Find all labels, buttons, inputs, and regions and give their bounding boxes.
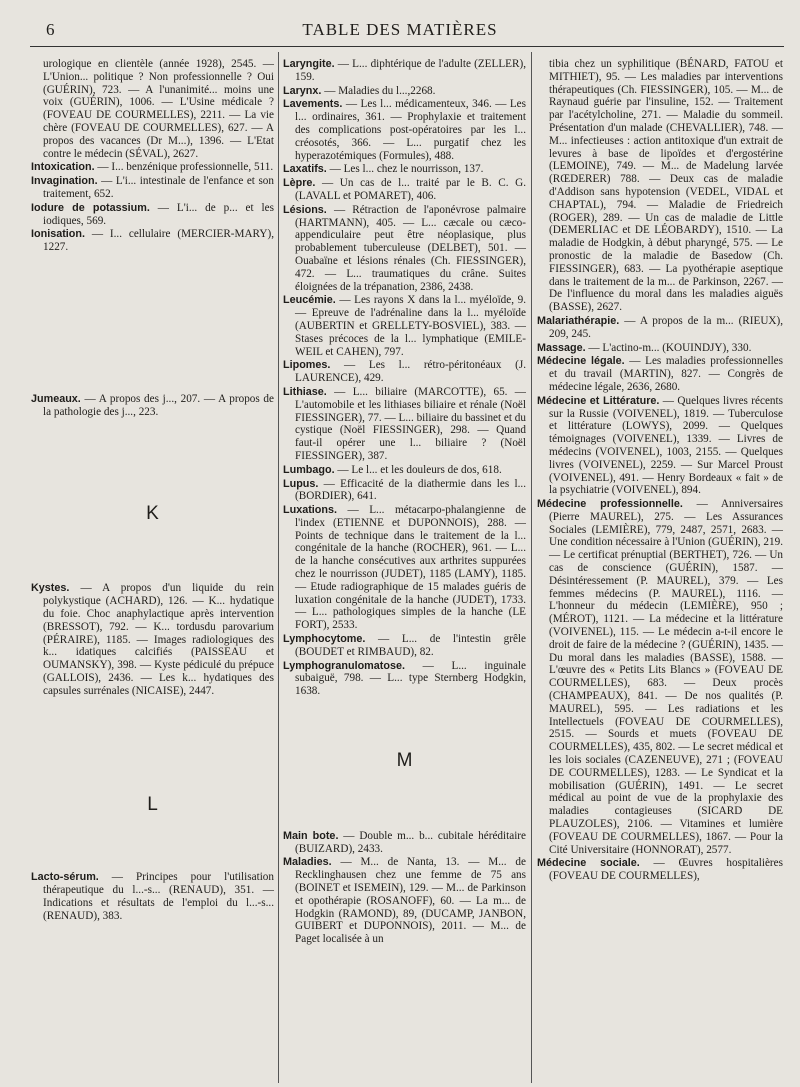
index-entry: Kystes. — A propos d'un liquide du rein polykystique (ACHARD), 126. — K... hydatique du foie. Choc anaphylactique après intervention (BRESSOT), 792. — K... tordusdu parovarium (PÉRAIRE), 1185. — Images radiologiques des k... idatiques calcifiés (PAISSEAU et OUMANSKY), 398. — Kyste pédiculé du prépuce (GALLOIS), 2436. — Les k... hydatiques des capsules surrénales (NICAISE), 2447. <box>31 582 274 697</box>
index-entry: Lavements. — Les l... médicamenteux, 346. — Les l... ordinaires, 361. — Prophylaxie et traitement des complications post-opératoires par les l... créosotés, 366. — L... purgatif chez les hyperazotémiques (Formules), 488. <box>283 98 526 162</box>
index-entry: Médecine professionnelle. — Anniversaires (Pierre MAUREL), 275. — Les Assurances Sociales (LEMIÈRE), 779, 2487, 2571, 2683. — Une condition nécessaire à l'Union (GUÉRIN), 219. — Le certificat prénuptial (BERTHET), 726. — Un cas de conscience (GUÉRIN), 1587. — Désintéressement (P. MAUREL), 379. — Les femmes médecins (P. MAUREL), 1116. — L'honneur du médecin (LEMIÈRE), 950 ; (MÉROT), 1121. — La médecine et la littérature (VOIVENEL), 115. — Le médecin a-t-il encore le droit de faire de la médecine ? (GUÉRIN), 1435. — Du moral dans les maladies (BASSE), 1588. — L'œuvre des « Petits Lits Blancs » (FOVEAU DE COURMELLES), 683. — Deux procès (CHAMPEAUX), 841. — De nos qualités (P. MAUREL), 595. — Les radiations et les Intellectuels (FOVEAU DE COURMELLES), 2515. — Sourds et muets (FOVEAU DE COURMELLES), 435, 802. — Le secret médical et les lois sociales (CAZENEUVE), 271 ; (FOVEAU DE COURMELLES), 1283. — Le Syndicat et la mobilisation (GUÉRIN), 1491. — Le secret médical au point de vue de la prophylaxie des maladies contagieuses (SICARD DE PLAUZOLES), 2106. — Vitamines et lumière (FOVEAU DE COURMELLES), 1867. — Pour la Cité Universitaire (HONNORAT), 2577. <box>537 498 784 856</box>
index-entry: Médecine légale. — Les maladies professionnelles et du travail (MARTIN), 827. — Congrès de médecine légale, 2636, 2680. <box>537 355 783 393</box>
index-entry: Invagination. — L'i... intestinale de l'enfance et son traitement, 652. <box>31 175 274 200</box>
section-letter-k: K <box>146 502 159 524</box>
index-entry: Lymphogranulomatose. — L... inguinale subaiguë, 798. — L... type Sternberg Hodgkin, 1638. <box>283 659 526 698</box>
index-column-1 <box>31 58 274 924</box>
index-column-2 <box>283 58 526 947</box>
column-divider <box>278 52 279 1083</box>
index-entry: Lèpre. — Un cas de l... traité par le B. C. G. (LAVALL et POMARET), 406. <box>283 177 526 202</box>
section-letter-m: M <box>396 750 413 772</box>
index-entry: tibia chez un syphilitique (BÉNARD, FATOU et MITHIET), 95. — Les maladies par interventions thérapeutiques (Ch. FIESSINGER), 105. — M... de Raynaud guérie par l'insuline, 152. — Traitement par l'acétylcholine, 271. — Maladie du sommeil. Présentation d'un malade (CHEVALLIER), 748. — M... infectieuses : action antitoxique d'un extrait de levures à base de lipoïdes et d'ergostérine (LEMOINE), 749. — M... de Madelung larvée (RŒDERER) 788. — Deux cas de maladie d'Addison sans hypotension (VEDEL, VIDAL et CHAPTAL), 794. — Maladie de Friedreich (ROGER), 289. — Un cas de maladie de Little (DEMERLIAC et DE LÉOBARDY), 1510. — La maladie de Hodgkin, à début pharyngé, 575. — Le pronostic de la maladie de Basedow (Ch. FIESSINGER), 683. — La pyothérapie aseptique dans le traitement de la m... de Parkinson, 2267. — De l'influence du moral dans les maladies aiguës (BASSE), 2627. <box>549 58 783 314</box>
index-entry: Lacto-sérum. — Principes pour l'utilisation thérapeutique du l...-s... (RENAUD), 351. — Indications et résultats de l'emploi du l...-s... (RENAUD), 383. <box>31 871 274 922</box>
index-entry: Maladies. — M... de Nanta, 13. — M... de Recklinghausen chez une femme de 75 ans (BOINET et ISEMEIN), 129. — M... de Parkinson et opothérapie (ROSANOFF), 60. — La m... de Hodgkin (RAMOND), 89, (DUCAMP, JANBON, GUIBERT et DUPONNOIS), 2011. — M... de Paget localisée à un <box>283 856 526 946</box>
index-entry: Larynx. — Maladies du l...,2268. <box>283 84 436 97</box>
running-title: TABLE DES MATIÈRES <box>302 20 498 39</box>
index-entry: Laryngite. — L... diphtérique de l'adulte (ZELLER), 159. <box>283 58 526 83</box>
index-entry: urologique en clientèle (année 1928), 2545. — L'Union... politique ? Non professionnelle ? Oui (GUÉRIN), 723. — A l'unanimité... moins une voix (GUÉRIN), 1006. — L'Usine médicale ? (FOVEAU DE COURMELLES), 2211. — La vie chère (FOVEAU DE COURMELLES), 627. — A propos des vacances (Dr M...), 1396. — L'Etat contre le médecin (SÉVAL), 2627. <box>43 58 274 160</box>
index-entry: Malariathérapie. — A propos de la m... (RIEUX), 209, 245. <box>537 314 783 340</box>
column-divider <box>531 52 532 1083</box>
index-entry: Massage. — L'actino-m... (KOUINDJY), 330. <box>537 341 752 354</box>
index-entry: Lupus. — Efficacité de la diathermie dans les l... (BORDIER), 641. <box>283 477 526 503</box>
index-entry: Main bote. — Double m... b... cubitale héréditaire (BUIZARD), 2433. <box>283 829 527 855</box>
index-entry: Iodure de potassium. — L'i... de p... et les iodiques, 569. <box>31 201 274 227</box>
index-entry: Lymphocytome. — L... de l'intestin grêle (BOUDET et RIMBAUD), 82. <box>283 633 526 658</box>
index-column-3 <box>537 58 783 884</box>
index-entry: Intoxication. — I... benzénique professionnelle, 511. <box>31 161 274 174</box>
index-entry: Médecine sociale. — Œuvres hospitalières (FOVEAU DE COURMELLES), <box>537 857 783 883</box>
index-entry: Lésions. — Rétraction de l'aponévrose palmaire (HARTMANN), 405. — L... cæcale ou cæco-appendiculaire peut être néoplasique, plus probablement tuberculeuse (DELBET), 501. — Ouabaïne et lésions rénales (Ch. FIESSINGER), 472. — L... traumatiques du crâne. Suites éloignées de la trépanation, 2386, 2438. <box>283 203 526 293</box>
index-entry: Lithiase. — L... biliaire (MARCOTTE), 65. — L'automobile et les lithiases biliaire et rénale (Noël FIESSINGER), 77. — L... biliaire du bassinet et du cystique (Noël FIESSINGER), 298. — Quand faut-il opérer une l... biliaire ? (Noël FIESSINGER), 387. <box>283 385 526 462</box>
index-entry: Laxatifs. — Les l... chez le nourrisson, 137. <box>283 163 484 176</box>
page-number: 6 <box>46 20 55 39</box>
header-rule <box>30 46 784 47</box>
index-entry: Lumbago. — Le l... et les douleurs de dos, 618. <box>283 463 502 476</box>
index-entry: Médecine et Littérature. — Quelques livres récents sur la Russie (VOIVENEL), 1819. — Tuberculose et littérature (LOWYS), 2099. — Quelques témoignages (VOIVENEL), 1339. — Livres de médecins (VOIVENEL), 1003, 2155. — Quelques livres (VOIVENEL), 2259. — Sur Marcel Proust (VOIVENEL), 491. — Henry Bordeaux « fait » de la psychiatrie (VOIVENEL), 894. <box>537 394 783 497</box>
index-entry: Jumeaux. — A propos des j..., 207. — A propos de la pathologie des j..., 223. <box>31 392 274 418</box>
section-letter-l: L <box>147 793 158 815</box>
index-entry: Leucémie. — Les rayons X dans la l... myéloïde, 9. — Epreuve de l'adrénaline dans la l... myéloïde (AUBERTIN et GRELLETY-BOSVIEL), 383. — Stases précoces de la l... lymphatique (EMILE-WEIL et CAHEN), 797. <box>283 294 526 358</box>
index-entry: Ionisation. — I... cellulaire (MERCIER-MARY), 1227. <box>31 228 274 254</box>
index-entry: Luxations. — L... métacarpo-phalangienne de l'index (ETIENNE et DUPONNOIS), 288. — Points de technique dans le traitement de la l... congénitale de la hanche (ROCHER), 961. — L... de la hanche consécutives aux arthrites suppurées chez le nourrisson (JUDET), 1185 (LAMY), 1185. — Etude radiographique de 15 malades guéris de luxation congénitale de la hanche (JUDET), 1733. — L... pathologiques simples de la hanche (LE FORT), 2533. <box>283 504 526 632</box>
index-entry: Lipomes. — Les l... rétro-péritonéaux (J. LAURENCE), 429. <box>283 359 526 385</box>
